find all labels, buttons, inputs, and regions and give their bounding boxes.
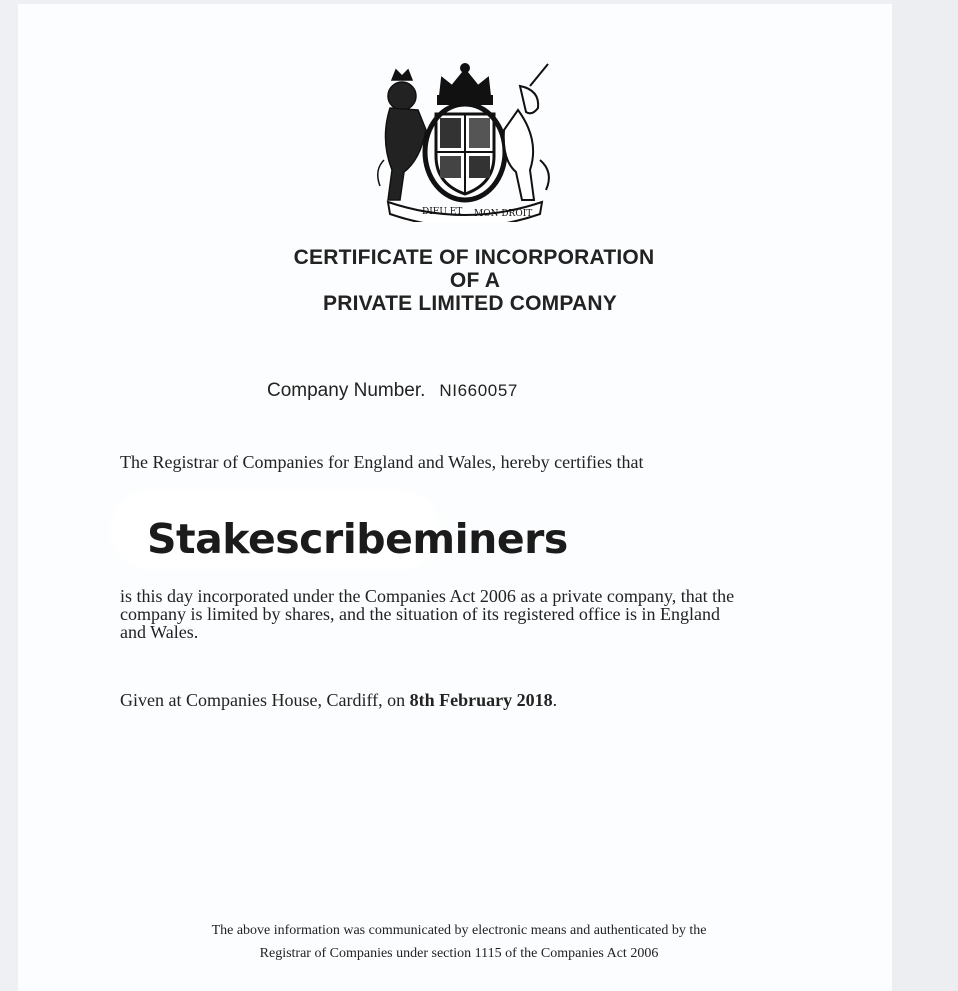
incorporation-line3: and Wales. [120, 622, 199, 642]
page-margin [892, 0, 958, 991]
company-number-value: NI660057 [439, 381, 518, 400]
company-number-label: Company Number. [267, 380, 426, 401]
given-prefix: Given at Companies House, Cardiff, on [120, 690, 406, 710]
crest-motto-left: DIEU ET [422, 207, 463, 217]
certificate-title-line3: PRIVATE LIMITED COMPANY [323, 292, 617, 315]
given-at-statement [120, 690, 557, 711]
incorporation-line2: company is limited by shares, and the situation of its registered office is in England [120, 604, 721, 624]
certificate-title-line2: OF A [449, 269, 501, 292]
registrar-statement: The Registrar of Companies for England and Wales, hereby certifies that [120, 452, 644, 472]
footer-line2: Registrar of Companies under section 1115 of the Companies Act 2006 [259, 946, 659, 961]
incorporation-line1: is this day incorporated under the Companies Act 2006 as a private company, that the [120, 586, 735, 606]
crest-motto-right: MON DROIT [474, 209, 533, 219]
royal-coat-of-arms-icon [370, 60, 560, 222]
company-number-row [267, 380, 518, 402]
given-date: 8th February 2018 [409, 690, 553, 710]
certificate-title-line1: CERTIFICATE OF INCORPORATION [293, 246, 655, 269]
incorporation-statement [120, 587, 820, 641]
footer-line1: The above information was communicated by electronic means and authenticated by the [211, 923, 707, 938]
given-suffix: . [552, 690, 558, 710]
company-name: Stakescribeminers [147, 515, 568, 563]
